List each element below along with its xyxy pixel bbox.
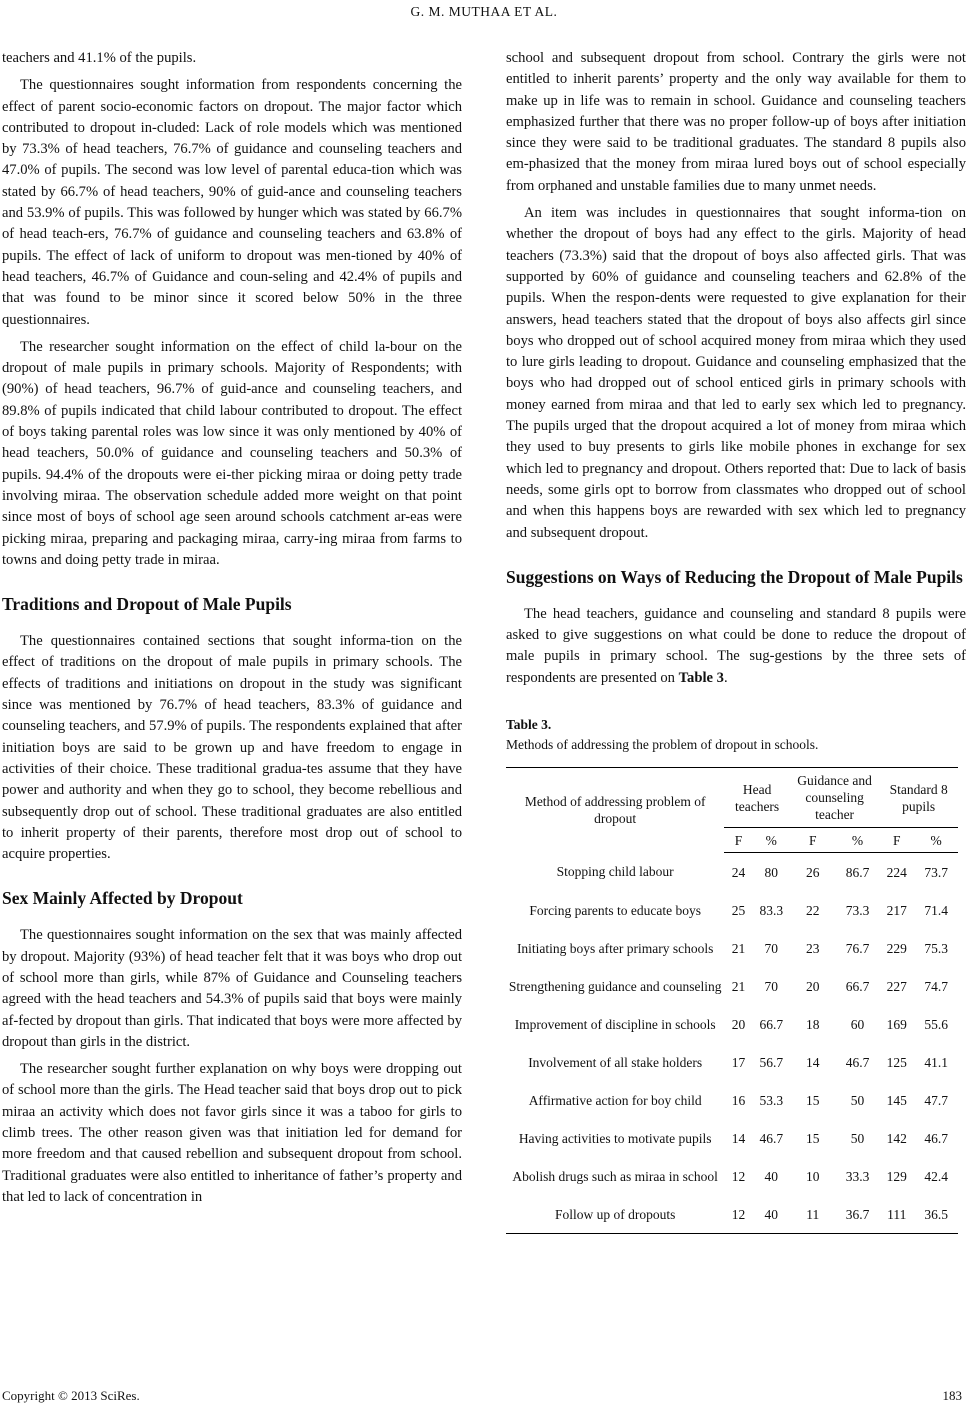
right-column: [506, 48, 966, 1234]
column-header-guidance: Guidance and counseling teacher: [790, 768, 880, 828]
cell-value: 73.3: [845, 902, 870, 918]
paragraph: The researcher sought information on the effect of child la-bour on the dropout of male pupils in primary schools. Majority of Respondents; with (90%) of head teachers, 96.7% of guid-ance and counseling teachers, and 89.8% of pupils indicated that child labour contributed to dropout. The effect of boys taking parental roles was low since it was only mentioned by 40% of head teachers, 50.0% of guidance and counseling teachers and 50.3% of pupils. 94.4% of the dropouts were ei-ther picking miraa or doing petty trade involving miraa. The observation schedule added more weight on that point since most of boys of school age seen around schools catchment ar-eas were picking miraa, preparing and packaging miraa, carry-ing miraa from farms to towns and doing petty trade in miraa.: [2, 338, 462, 568]
cell-value: 74.7: [924, 978, 948, 994]
cell-value: 15: [806, 1092, 820, 1108]
table-row: [506, 1005, 958, 1043]
table-row: [506, 891, 958, 929]
cell-value: 229: [886, 940, 907, 956]
cell-value: 24: [731, 864, 746, 880]
paragraph: An item was includes in questionnaires that sought informa-tion on whether the dropout of boys had any effect to the girls. Majority of head teachers (73.3%) said that the dropout of boys also affected girls. That was supported by 60% of guidance and counseling teachers and 62.8% of the pupils. When the respon-dents were requested to give explanation for their answers, head teachers stated that the dropout of boys also affects girl since boys who dropped out of school acquired money from miraa which they used to lure girls leading to dropout. Guidance and counseling emphasized that the boys who had dropped out of school enticed girls in primary schools with money earned from miraa and that led to early sex which led to pregnancy. The pupils urged that the dropout acquired a lot of money from miraa which they used to buy presents to girls like mobile phones in exchange for sex which led to pregnancy and dropout. Others reported that: Due to lack of basis needs, some girls opt to borrow from classmates who dropped out of school and when this happens boys are rewarded with sex which led to pregnancy and subsequent dropout.: [506, 205, 966, 541]
cell-value: 14: [731, 1130, 746, 1146]
paragraph: The questionnaires sought information from respondents concerning the effect of parent socio-economic factors on dropout. The major factor which contributed to dropout in-cluded: Lack of role models which was mentioned by 73.3% of head teachers, 76.7% of guidance and counseling teachers and 47.0% of pupils. The second was low level of parental educa-tion which was stated by 66.7% of head teachers, 90% of guid-ance and counseling teachers and 53.9% of pupils. This was followed by hunger which was stated by 66.7% of head teach-ers, 76.7% of guidance and counseling teachers and 63.8% of pupils. The effect of lack of uniform to dropout was men-tioned by 40% of head teachers, 46.7% of Guidance and coun-seling and 42.4% of pupils and that was found to be minor since it scored below 50% in the three questionnaires.: [2, 77, 462, 328]
cell-value: 56.7: [759, 1054, 784, 1070]
cell-value: 145: [886, 1092, 907, 1108]
table-row: [506, 1195, 958, 1234]
cell-value: 66.7: [759, 1016, 784, 1032]
cell-value: 50: [850, 1130, 865, 1146]
subheader-f: F: [724, 828, 752, 853]
cell-value: 46.7: [845, 1054, 870, 1070]
cell-value: 20: [731, 1016, 746, 1032]
table-row: [506, 967, 958, 1005]
cell-value: 80: [764, 864, 779, 880]
cell-value: 42.4: [924, 1168, 948, 1184]
paragraph: school and subsequent dropout from school. Contrary the girls were not entitled to inherit parents’ property and the only way available for them to make up in life was to remain in school. Guidance and counseling teachers emphasized further that there was no proper follow-up of boys after initiation since they were said to be traditional graduates. The standard 8 pupils also em-phasized that the money from miraa lured boys out of school especially from orphaned and unstable families due to many unmet needs.: [506, 50, 966, 194]
page-number: 183: [942, 1388, 962, 1403]
cell-value: 36.5: [914, 1195, 958, 1234]
cell-value: 47.7: [924, 1092, 948, 1108]
table-row: [506, 1157, 958, 1195]
cell-value: 71.4: [924, 902, 948, 918]
cell-value: 125: [886, 1054, 907, 1070]
cell-value: 15: [806, 1130, 820, 1146]
running-head: G. M. MUTHAA ET AL.: [410, 4, 558, 19]
table-reference: Table 3: [678, 669, 724, 686]
cell-method: Initiating boys after primary schools: [516, 940, 714, 956]
cell-method: Follow up of dropouts: [506, 1195, 724, 1234]
table-row: [506, 1081, 958, 1119]
cell-value: 55.6: [924, 1016, 948, 1032]
cell-method: Improvement of discipline in schools: [514, 1016, 716, 1032]
cell-value: 70: [764, 940, 779, 956]
column-header-method: Method of addressing problem of dropout: [506, 768, 724, 853]
cell-value: 53.3: [759, 1092, 784, 1108]
cell-method: Abolish drugs such as miraa in school: [512, 1168, 718, 1184]
copyright-notice: Copyright © 2013 SciRes.: [2, 1388, 140, 1403]
table-caption-text: Methods of addressing the problem of dropout in schools.: [506, 737, 819, 753]
cell-value: 16: [731, 1092, 746, 1108]
cell-value: 12: [731, 1168, 746, 1184]
table-row: [506, 853, 958, 892]
cell-method: Having activities to motivate pupils: [518, 1130, 712, 1146]
cell-value: 40: [753, 1195, 790, 1234]
cell-value: 23: [806, 940, 820, 956]
paragraph: [506, 604, 966, 689]
cell-value: 169: [886, 1016, 907, 1032]
column-header-head-teachers: Head teachers: [724, 768, 789, 828]
cell-value: 83.3: [759, 902, 784, 918]
cell-value: 224: [886, 864, 907, 880]
subheader-f: F: [790, 828, 836, 853]
table-row: [506, 1043, 958, 1081]
paragraph: The questionnaires contained sections that sought informa-tion on the effect of traditions on the dropout of male pupils in primary schools. The effects of traditions and initiations on dropout in the study was significant since was mentioned by 76.7% of head teachers, 83.3% of guidance and counseling teachers, and 57.9% of pupils. The respondents explained that after initiation boys are said to be grown up and have freedom to engage in activities of their choice. These traditional gradua-tes assume that they have power and authority and when they go to school, they become rebellious and subsequently drop out of school. These traditional graduates are also entitled to inherit property of their parents, therefore most drop out of school to acquire properties.: [2, 633, 462, 863]
table-row: [506, 1119, 958, 1157]
cell-value: 10: [806, 1168, 820, 1184]
paragraph: The questionnaires sought information on the sex that was mainly affected by dropout. Majority (93%) of head teacher felt that it was boys who drop out of school more than girls, while 87% of Guidance and Counseling teachers agreed with the head teachers and 54.3% of pupils said that boys were mainly af-fected by dropout than girls. That indicated that boys were more affected by dropout than girls in the district.: [2, 927, 462, 1050]
cell-value: 75.3: [924, 940, 948, 956]
paragraph: The researcher sought further explanation on why boys were dropping out of school more than the girls. The Head teacher said that boys drop out to pick miraa an activity which does not favor girls since it was a taboo for girls to climb trees. The other reason given was that initiation led for demand for more freedom and that caused rebellion and subsequent dropout from school. Traditional graduates were also entitled to inheritance of father’s property and that led to lack of concentration in: [2, 1061, 462, 1205]
cell-value: 50: [850, 1092, 865, 1108]
left-column: [2, 48, 462, 1208]
cell-value: 142: [886, 1130, 907, 1146]
cell-method: Stopping child labour: [556, 864, 674, 880]
paragraph-end: .: [723, 669, 728, 686]
cell-value: 12: [724, 1195, 752, 1234]
cell-value: 41.1: [924, 1054, 948, 1070]
cell-value: 86.7: [845, 864, 870, 880]
cell-value: 36.7: [836, 1195, 880, 1234]
cell-method: Affirmative action for boy child: [528, 1092, 702, 1108]
cell-value: 217: [886, 902, 907, 918]
cell-value: 227: [886, 978, 907, 994]
cell-value: 21: [731, 940, 746, 956]
column-header-standard-8: Standard 8 pupils: [879, 768, 958, 828]
subheader-f: F: [879, 828, 914, 853]
cell-value: 17: [731, 1054, 746, 1070]
cell-value: 111: [879, 1195, 914, 1234]
cell-value: 14: [806, 1054, 820, 1070]
cell-value: 129: [886, 1168, 907, 1184]
cell-value: 60: [850, 1016, 865, 1032]
cell-value: 73.7: [924, 864, 948, 880]
cell-value: 40: [764, 1168, 779, 1184]
cell-method: Strengthening guidance and counseling: [508, 978, 722, 994]
section-heading-sex: Sex Mainly Affected by Dropout: [2, 888, 243, 909]
paragraph: teachers and 41.1% of the pupils.: [2, 50, 197, 66]
table-label: Table 3.: [506, 717, 552, 733]
cell-value: 25: [731, 902, 746, 918]
subheader-percent: %: [753, 828, 790, 853]
cell-value: 20: [806, 978, 820, 994]
cell-value: 11: [790, 1195, 836, 1234]
paragraph-text: The head teachers, guidance and counseling and standard 8 pupils were asked to give suggestions on what could be done to reduce the dropout of male pupils in primary school. The sug-gestions by the three sets of respondents are presented on: [506, 605, 966, 686]
table-row: [506, 929, 958, 967]
cell-value: 21: [731, 978, 746, 994]
cell-value: 18: [806, 1016, 820, 1032]
cell-method: Involvement of all stake holders: [528, 1054, 703, 1070]
cell-value: 70: [764, 978, 779, 994]
cell-value: 66.7: [845, 978, 870, 994]
cell-value: 46.7: [924, 1130, 948, 1146]
table-caption: [506, 715, 966, 755]
subheader-percent: %: [914, 828, 958, 853]
subheader-percent: %: [836, 828, 880, 853]
cell-value: 76.7: [845, 940, 870, 956]
cell-value: 26: [806, 864, 820, 880]
cell-value: 33.3: [845, 1168, 870, 1184]
cell-method: Forcing parents to educate boys: [529, 902, 702, 918]
section-heading-traditions: Traditions and Dropout of Male Pupils: [2, 594, 292, 615]
cell-value: 22: [806, 902, 820, 918]
cell-value: 46.7: [759, 1130, 784, 1146]
section-heading-suggestions: Suggestions on Ways of Reducing the Dropout of Male Pupils: [506, 566, 963, 587]
methods-table: [506, 767, 958, 1234]
